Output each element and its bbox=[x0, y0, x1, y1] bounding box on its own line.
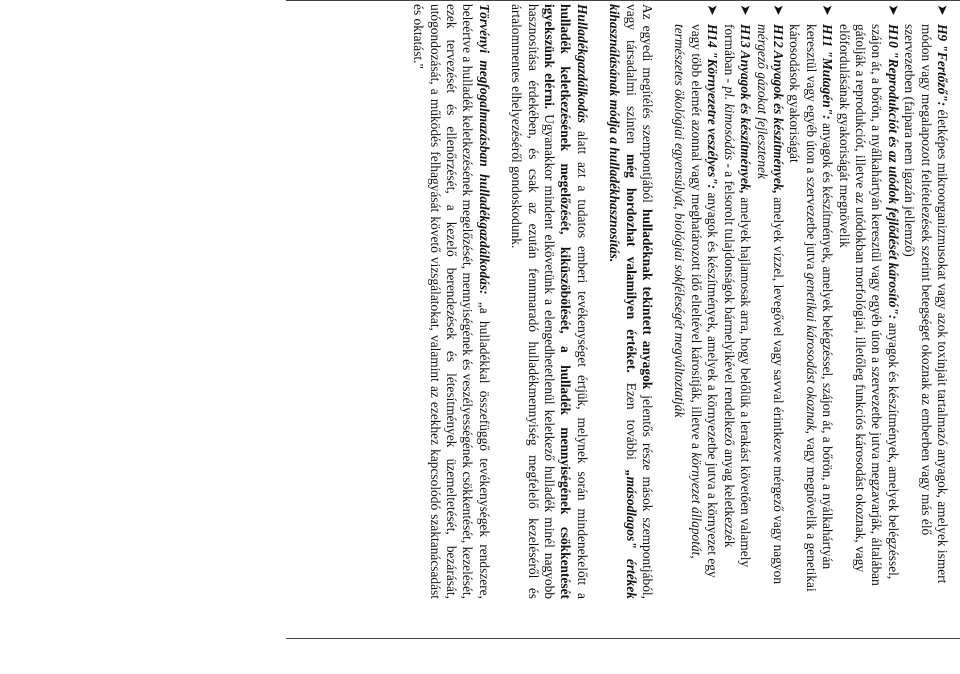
hazard-item-h12: ➤ H12 Anyagok és készítmények, amelyek vízzel, levegővel vagy savval érintkezve mérgező vagy nagyon mérgező gázokat fejlesztenek bbox=[754, 4, 786, 585]
paragraph-hulladekgazdalkodas: Hulladékgazdálkodás alatt azt a tudatos emberi tevékenységet értjük, melynek során mindenekelőtt a hulladék keletkezésének megelőzését, kiküszöbölését, a hulladék mennyiségének csökkentését igyekszünk elérni. Ugyanakkor mindent elkövetünk a elengedhetetlenül keletkező hulladék minél nagyobb hasznosítása érdekében, és csak az ezután fennmaradó hulladékmennyiség megfelelő kezeléséről és ártalommentes elhelyezéséről gondoskodunk. bbox=[509, 4, 590, 599]
document-body bbox=[410, 4, 950, 599]
arrow-bullet-icon: ➤ bbox=[934, 4, 950, 16]
paragraph-torvenyi-definicio: Törvényi megfogalmazásban hulladékgazdálkodás: „a hulladékkal összefüggő tevékenységek rendszere, beleértve a hulladék keletkezésének megelőzését, mennyiségének és veszélyességének csökkentését, kezelését, ezek tervezését és ellenőrzését, a kezelő berendezések és létesítmények üzemeltetését, bezárását, utógondozását, a működés felhagyását követő vizsgálatokat, valamint az ezekhez kapcsolódó szaktanácsadást és oktatást." bbox=[411, 4, 492, 599]
hazard-item-h14: ➤ H14 "Környezetre veszélyes": anyagok és készítmények, amelyek a környezetbe jutva a környezet egy vagy több elemét azonnal vagy meghatározott idő elteltével károsítják, illetve a környezet állapotát, természetes ökológiai egyensúlyát, biológiai sokféleségét megváltoztatják bbox=[672, 4, 721, 578]
arrow-bullet-icon: ➤ bbox=[704, 4, 721, 16]
paragraph-hulladekhasznositas: Az egyedi megítélés szempontjából hulladéknak tekintett anyagok jelentős része mások szempontjából, vagy társadalmi szinten még hordozhat valamilyen értéket. Ezen további „másodlagos" értékek kihasználásának módja a hulladékhasznosítás. bbox=[607, 4, 656, 599]
arrow-bullet-icon: ➤ bbox=[819, 4, 836, 16]
page-edge-rule bbox=[286, 0, 960, 1]
arrow-bullet-icon: ➤ bbox=[769, 4, 786, 16]
hazard-item-h9: ➤ H9 "Fertőző": életképes mikroorganizmusokat vagy azok toxinjait tartalmazó anyagok, amelyek ismert módon vagy megalapozott feltételezések szerint betegséget okoznak az emberben vagy más élő szervezetben (faipara nem igazán jellemző) bbox=[902, 4, 950, 584]
hazard-item-h10: ➤ H10 "Reprodukciót és az utódok fejlődését károsító": anyagok és készítmények, amelyek belégzéssel, szájon át, a bőrön, a nyálkahártyán keresztül vagy egyéb úton a szervezetbe jutva megzavarják, általában gátolják a reprodukciót, illetve az utódokban morfológiai, illetőleg funkciós károsodást okoznak, vagy előfordulásának gyakoriságát megnövelik bbox=[836, 4, 901, 586]
arrow-bullet-icon: ➤ bbox=[884, 4, 901, 16]
hazard-item-h13: ➤ H13 Anyagok és készítmények, amelyek hajlamosak arra, hogy belőlük a lerakást követően valamely formában - pl. kimosódás - a felsorolt tulajdonságok bármelyikével rendelkező anyag keletkezzék bbox=[721, 4, 754, 568]
arrow-bullet-icon: ➤ bbox=[737, 4, 754, 16]
page-fold-rule bbox=[286, 638, 960, 639]
hazard-item-h11: ➤ H11 "Mutagén": anyagok és készítmények, amelyek belégzéssel, szájon át, a bőrön, a nyálkahártyán keresztül vagy egyéb úton a szervezetbe jutva genetikai károsodást okoznak, vagy megnövelik a genetikai károsodások gyakoriságát bbox=[787, 4, 836, 592]
